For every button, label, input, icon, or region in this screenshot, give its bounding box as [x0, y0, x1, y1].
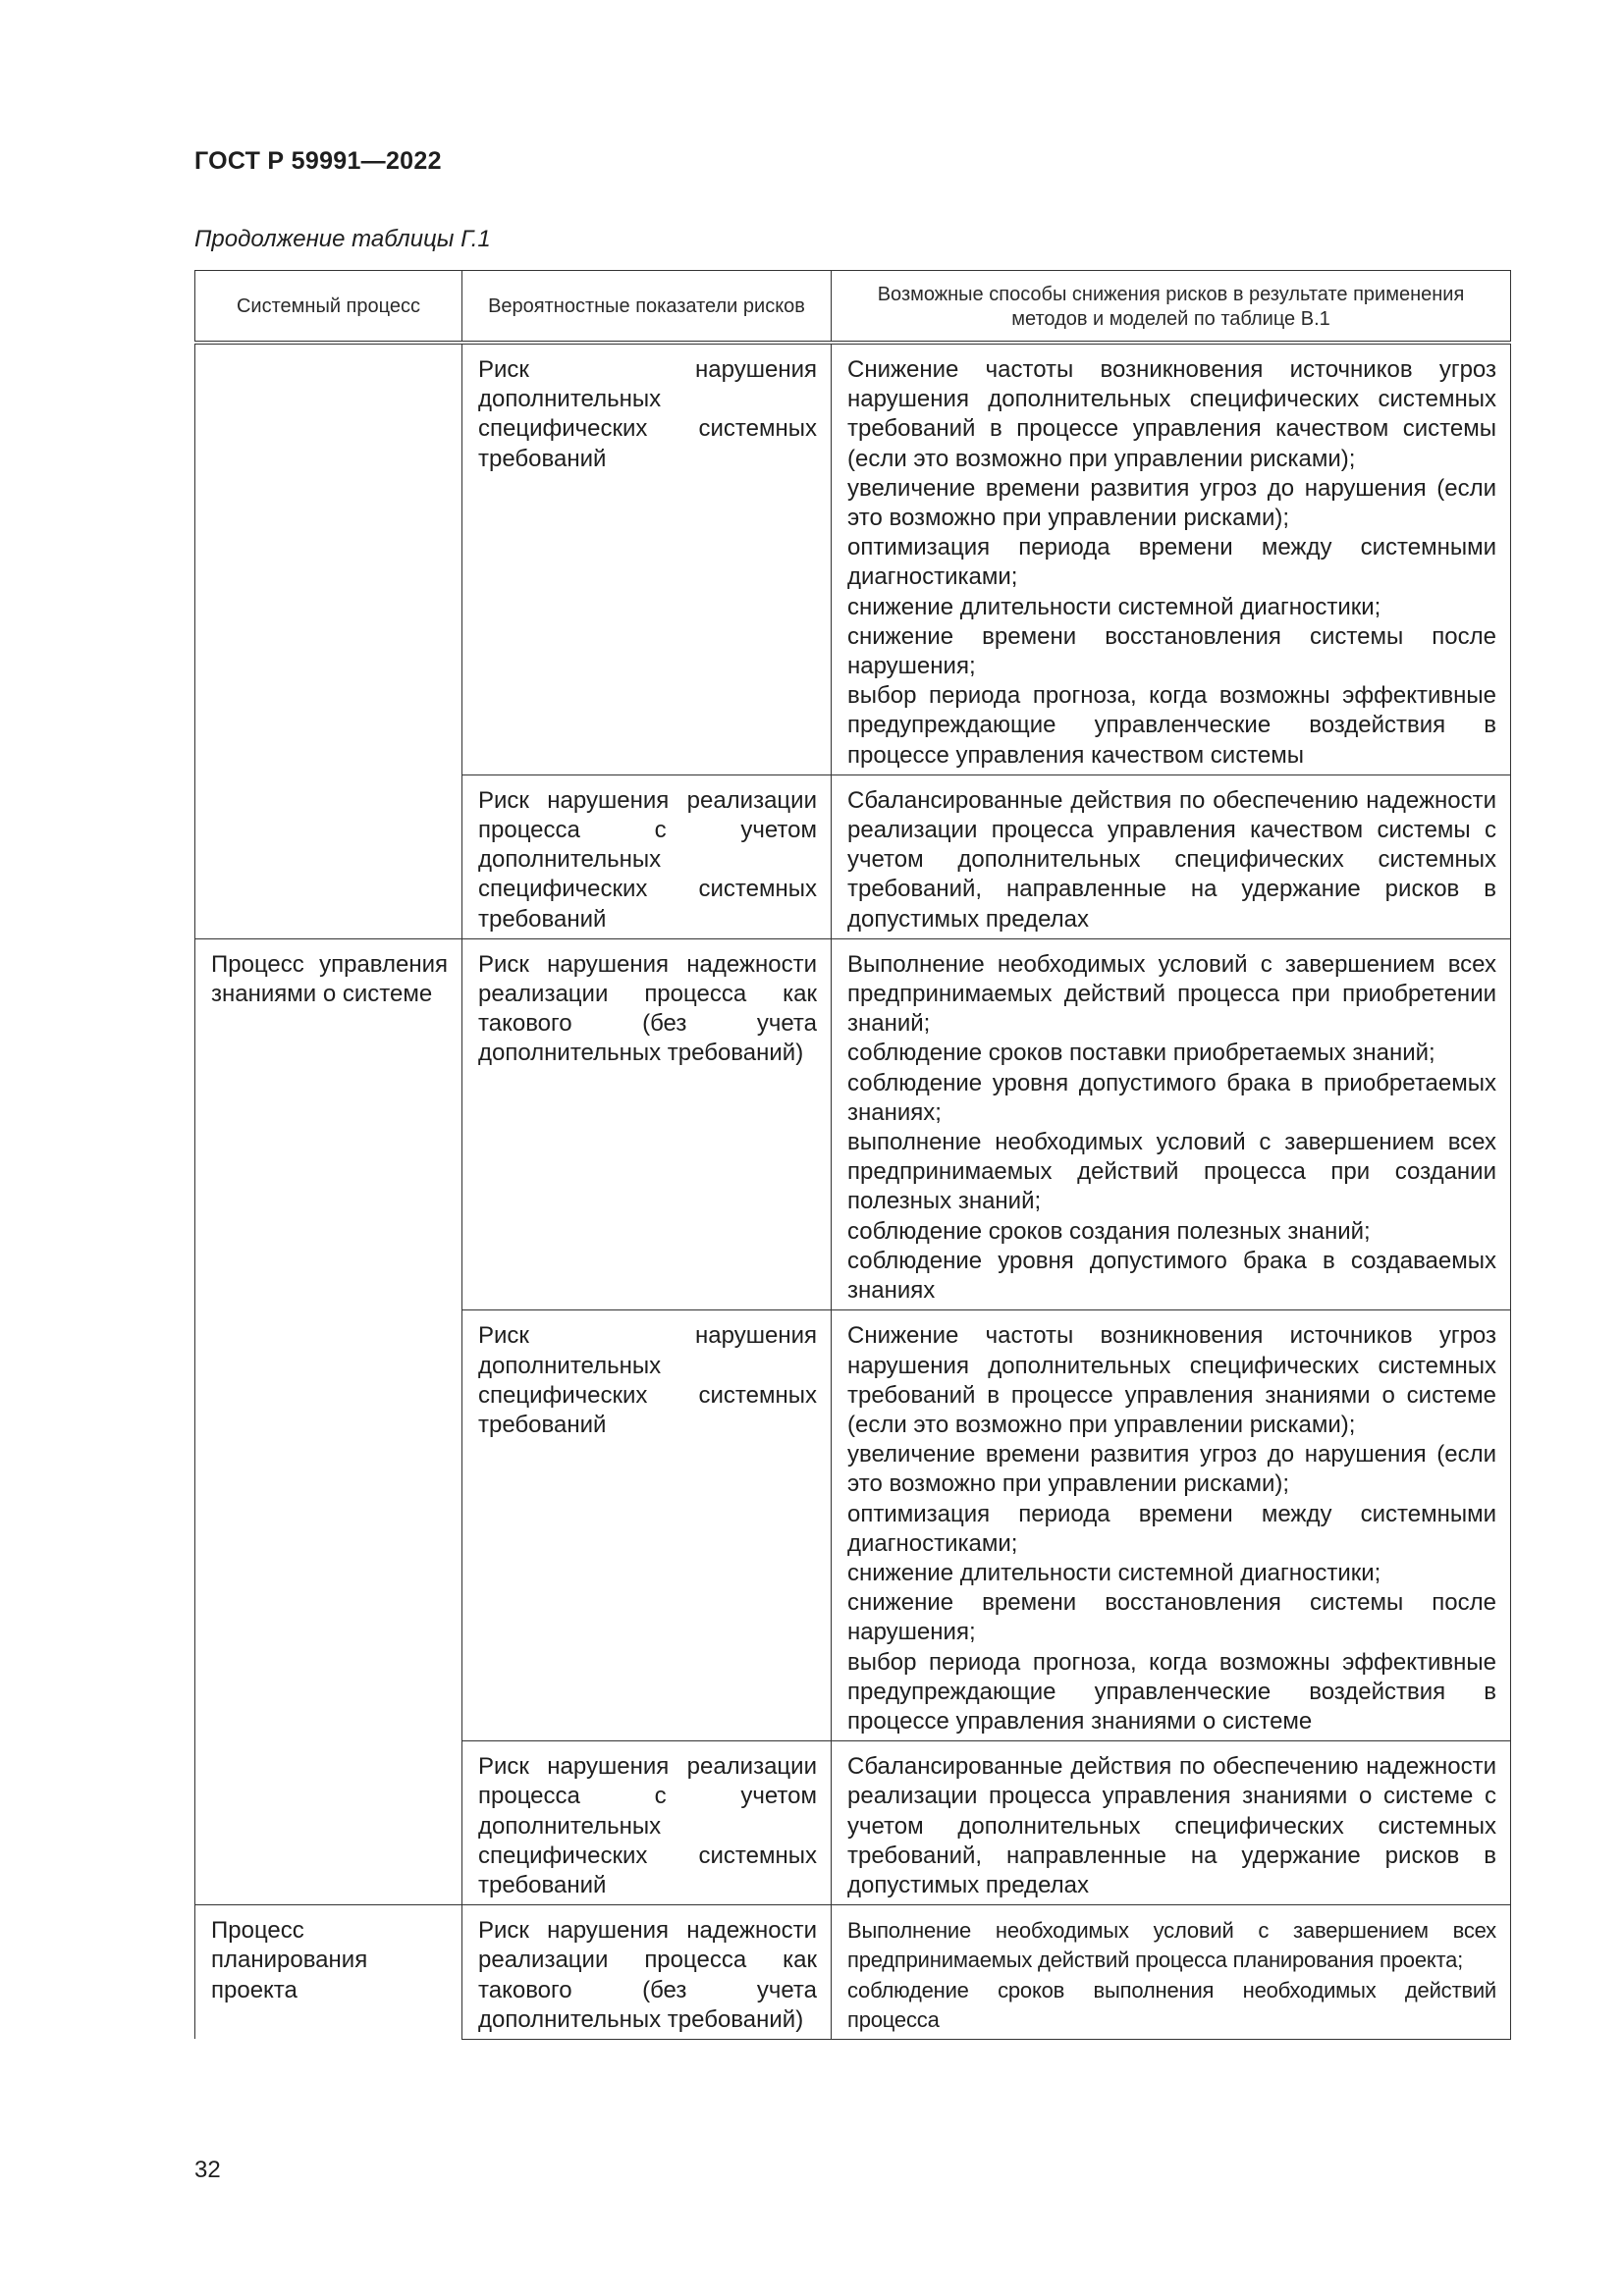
method-item: Сбалансированные действия по обеспечению надежности реализации процесса управления качеством системы с учетом дополнительных специфических системных требований, направленные на удержание рисков в допустимых пределах	[847, 786, 1496, 933]
table-row	[195, 938, 1511, 1309]
table-row	[195, 1310, 1511, 1741]
method-item: выбор периода прогноза, когда возможны эффективные предупреждающие управленческие воздействия в процессе управления качеством системы	[847, 682, 1496, 769]
methods-cell	[832, 1905, 1511, 2040]
method-item: соблюдение сроков выполнения необходимых действий процесса	[847, 1977, 1496, 2032]
method-item: соблюдение сроков создания полезных знаний;	[847, 1217, 1371, 1245]
header-methods: Возможные способы снижения рисков в результате применения методов и моделей по таблице В.1	[832, 271, 1511, 344]
risk-table	[194, 270, 1511, 2040]
table-row	[195, 1741, 1511, 1905]
method-item: увеличение времени развития угроз до нарушения (если это возможно при управлении рисками);	[847, 1441, 1496, 1498]
document-header: ГОСТ Р 59991—2022	[194, 147, 442, 175]
method-item: соблюдение уровня допустимого брака в создаваемых знаниях	[847, 1247, 1496, 1305]
indicator-cell: Риск нарушения надежности реализации процесса как такового (без учета дополнительных требований)	[462, 938, 832, 1309]
process-cell	[195, 343, 462, 774]
process-cell: Процесс планирования проекта	[195, 1905, 462, 2040]
header-process: Системный процесс	[195, 271, 462, 344]
methods-cell	[832, 343, 1511, 774]
methods-cell	[832, 774, 1511, 938]
table-row	[195, 774, 1511, 938]
method-item: снижение длительности системной диагностики;	[847, 1559, 1381, 1586]
method-item: Сбалансированные действия по обеспечению надежности реализации процесса управления знаниями о системе с учетом дополнительных специфических системных требований, направленные на удержание рисков в допустимых пределах	[847, 1753, 1496, 1898]
methods-cell	[832, 938, 1511, 1309]
indicator-cell: Риск нарушения реализации процесса с учетом дополнительных специфических системных требований	[462, 1741, 832, 1905]
table-caption: Продолжение таблицы Г.1	[194, 226, 491, 252]
process-cell: Процесс управления знаниями о системе	[195, 938, 462, 1309]
indicator-cell: Риск нарушения дополнительных специфических системных требований	[462, 1310, 832, 1741]
indicator-cell: Риск нарушения дополнительных специфических системных требований	[462, 343, 832, 774]
method-item: оптимизация периода времени между системными диагностиками;	[847, 534, 1496, 591]
method-item: Снижение частоты возникновения источников угроз нарушения дополнительных специфических системных требований в процессе управления знаниями о системе (если это возможно при управлении рисками);	[847, 1322, 1496, 1438]
method-item: Снижение частоты возникновения источников угроз нарушения дополнительных специфических системных требований в процессе управления качеством системы (если это возможно при управлении рисками);	[847, 356, 1496, 472]
method-item: Выполнение необходимых условий с завершением всех предпринимаемых действий процесса при приобретении знаний;	[847, 950, 1496, 1038]
methods-cell	[832, 1741, 1511, 1905]
header-indicators: Вероятностные показатели рисков	[462, 271, 832, 344]
method-item: оптимизация периода времени между системными диагностиками;	[847, 1500, 1496, 1557]
process-cell	[195, 1741, 462, 1905]
method-item: выполнение необходимых условий с завершением всех предпринимаемых действий процесса при создании полезных знаний;	[847, 1129, 1496, 1215]
methods-cell	[832, 1310, 1511, 1741]
table-row	[195, 1905, 1511, 2040]
indicator-cell: Риск нарушения надежности реализации процесса как такового (без учета дополнительных требований)	[462, 1905, 832, 2040]
method-item: соблюдение сроков поставки приобретаемых знаний;	[847, 1040, 1435, 1067]
method-item: Выполнение необходимых условий с завершением всех предпринимаемых действий процесса планирования проекта;	[847, 1918, 1496, 1973]
method-item: соблюдение уровня допустимого брака в приобретаемых знаниях;	[847, 1069, 1496, 1126]
indicator-cell: Риск нарушения реализации процесса с учетом дополнительных специфических системных требований	[462, 774, 832, 938]
method-item: снижение длительности системной диагностики;	[847, 593, 1381, 620]
method-item: снижение времени восстановления системы после нарушения;	[847, 1589, 1496, 1646]
method-item: выбор периода прогноза, когда возможны эффективные предупреждающие управленческие воздействия в процессе управления знаниями о системе	[847, 1648, 1496, 1735]
method-item: увеличение времени развития угроз до нарушения (если это возможно при управлении рисками);	[847, 474, 1496, 532]
process-cell	[195, 1310, 462, 1741]
process-cell	[195, 774, 462, 938]
method-item: снижение времени восстановления системы после нарушения;	[847, 622, 1496, 680]
table-row	[195, 343, 1511, 774]
table-header-row	[195, 271, 1511, 344]
page-number: 32	[194, 2157, 221, 2183]
